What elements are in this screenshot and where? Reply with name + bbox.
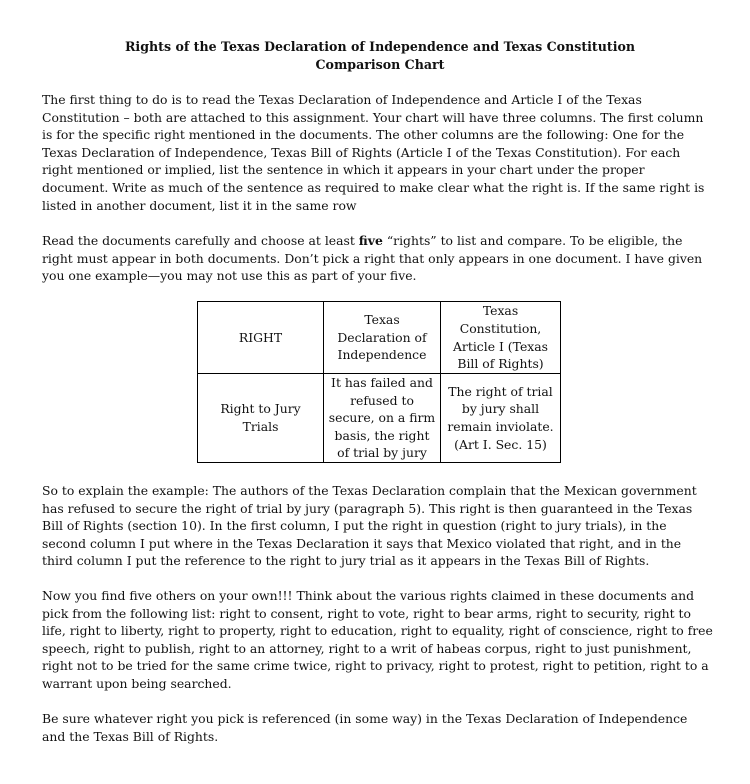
table-header-row [198, 302, 561, 374]
title-line-2: Comparison Chart [315, 56, 445, 72]
closing-paragraph: Be sure whatever right you pick is referenced (in some way) in the Texas Declaration of Independence and the Texas Bill of Rights. [42, 711, 688, 744]
cell-right-name: Right to Jury Trials [198, 374, 324, 463]
header-texas-constitution: Texas Constitution, Article I (Texas Bill of Rights) [441, 302, 561, 374]
example-explanation-paragraph: So to explain the example: The authors of the Texas Declaration complain that the Mexican government has refused to secure the right of trial by jury (paragraph 5). This right is then guaranteed in the Texas Bill of Rights (section 10). In the first column, I put the right in question (right to jury trials), in the second column I put where in the Texas Declaration it says that Mexico violated that right, and in the third column I put the reference to the right to jury trial as it appears in the Texas Bill of Rights. [42, 483, 697, 569]
cell-constitution-text: The right of trial by jury shall remain inviolate. (Art I. Sec. 15) [441, 374, 561, 463]
para2-bold-five: five [358, 233, 383, 248]
table-row [198, 374, 561, 463]
instructions-paragraph-1: The first thing to do is to read the Texas Declaration of Independence and Article I of the Texas Constitution – both are attached to this assignment. Your chart will have three columns. The first column is for the specific right mentioned in the documents. The other columns are the following: One for the Texas Declaration of Independence, Texas Bill of Rights (Article I of the Texas Constitution). For each right mentioned or implied, list the sentence in which it appears in your chart under the proper document. Write as much of the sentence as required to make clear what the right is. If the same right is listed in another document, list it in the same row [42, 92, 705, 213]
comparison-table [197, 301, 561, 463]
title-line-1: Rights of the Texas Declaration of Independence and Texas Constitution [124, 39, 636, 54]
rights-list-paragraph: Now you find five others on your own!!! Think about the various rights claimed in these documents and pick from the following list: right to consent, right to vote, right to bear arms, right to security, right to life, right to liberty, right to property, right to education, right to equality, right of conscience, right to free speech, right to publish, right to an attorney, right to a writ of habeas corpus, right to just punishment, right not to be tried for the same crime twice, right to privacy, right to protest, right to petition, right to a warrant upon being searched. [42, 588, 713, 691]
para2-text-after: “rights” to list and compare. To be eligible, the right must appear in both documents. Don’t pick a right that only appears in one document. I have given you one example—you may not use this as part of your five. [42, 233, 703, 284]
header-texas-declaration: Texas Declaration of Independence [324, 302, 441, 374]
cell-declaration-text: It has failed and refused to secure, on a firm basis, the right of trial by jury [324, 374, 441, 463]
header-right: RIGHT [198, 302, 324, 374]
instructions-paragraph-2 [42, 232, 714, 285]
document-title [40, 38, 720, 73]
para2-text-before: Read the documents carefully and choose at least [42, 233, 359, 248]
